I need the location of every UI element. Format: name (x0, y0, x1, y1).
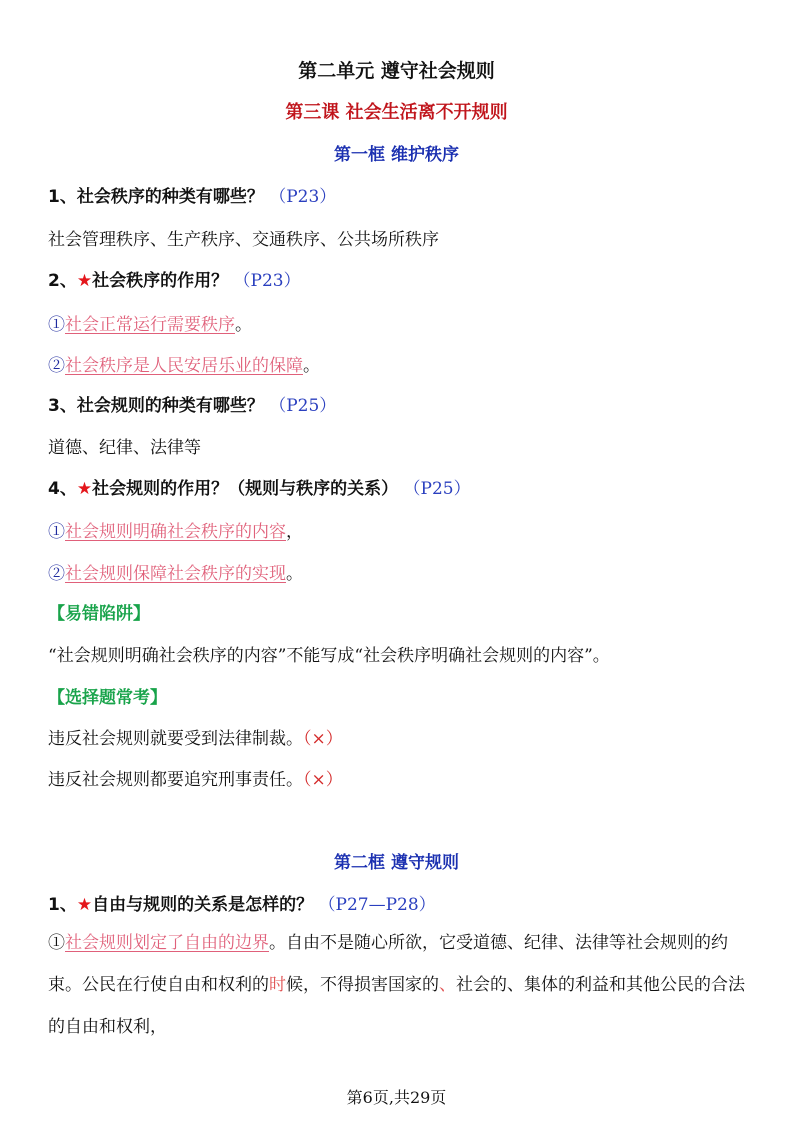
unit-title: 第二单元 遵守社会规则 (298, 60, 495, 82)
choice-statement: 违反社会规则都要追究刑事责任。 (48, 770, 303, 790)
answer-paragraph (48, 922, 748, 1048)
question-1 (48, 182, 336, 207)
lesson-title: 第三课 社会生活离不开规则 (285, 102, 508, 123)
star-icon: ★ (76, 479, 93, 499)
key-point-text: 社会秩序是人民安居乐业的保障 (65, 356, 303, 376)
choice-item (48, 765, 343, 790)
question-number: 1、 (48, 895, 77, 915)
paragraph-text: 候，不得损害国家的 (286, 975, 439, 995)
choice-statement: 违反社会规则就要受到法律制裁。 (48, 729, 303, 749)
punctuation: 。 (235, 315, 252, 335)
star-icon: ★ (76, 271, 93, 291)
question-4 (48, 474, 471, 499)
page-ref: （P27—P28） (318, 895, 436, 915)
key-point-text: 社会规则明确社会秩序的内容 (65, 522, 286, 542)
circled-number: ① (48, 933, 65, 953)
page-ref: （P23） (269, 187, 337, 207)
answer-text: 道德、纪律、法律等 (48, 438, 201, 458)
question-3 (48, 391, 336, 416)
highlighted-char: 时 (269, 975, 286, 995)
question-label: 3、社会规则的种类有哪些？ (48, 396, 264, 416)
question-label: 社会秩序的作用？ (92, 271, 229, 291)
circled-number: ① (48, 315, 65, 335)
answer-point-2 (48, 559, 303, 584)
wrong-mark: （×） (303, 729, 343, 749)
key-point-text: 社会规则保障社会秩序的实现 (65, 564, 286, 584)
question-number: 4、 (48, 479, 77, 499)
paragraph-text: 。自由不是随心所欲，它受道德、纪律、法律等社会规则的约束。公民在行使自由和权利的 (48, 933, 728, 995)
circled-number: ② (48, 564, 65, 584)
section1-title: 第一框 维护秩序 (334, 145, 459, 165)
key-point-text: 社会规则划定了自由的边界 (65, 933, 269, 953)
circled-number: ① (48, 522, 65, 542)
paragraph-text: 社会的、集体的利益和其他公民的合法的自由和权利， (48, 975, 745, 1037)
circled-number: ② (48, 356, 65, 376)
question-number: 2、 (48, 271, 77, 291)
question-label: 社会规则的作用？（规则与秩序的关系） (92, 479, 399, 499)
question-label: 1、社会秩序的种类有哪些？ (48, 187, 264, 207)
choice-label: 【选择题常考】 (48, 688, 167, 708)
answer-text: 社会管理秩序、生产秩序、交通秩序、公共场所秩序 (48, 230, 439, 250)
page-ref: （P25） (403, 479, 471, 499)
key-point-text: 社会正常运行需要秩序 (65, 315, 235, 335)
answer-point-2 (48, 351, 320, 376)
answer-point-1 (48, 310, 252, 335)
trap-text: “社会规则明确社会秩序的内容”不能写成“社会秩序明确社会规则的内容”。 (48, 646, 610, 666)
punctuation: 。 (303, 356, 320, 376)
star-icon: ★ (76, 895, 93, 915)
wrong-mark: （×） (303, 770, 343, 790)
choice-item (48, 724, 343, 749)
punctuation: ， (286, 522, 303, 542)
highlighted-char: 、 (439, 975, 456, 995)
question-2 (48, 266, 301, 291)
page-footer: 第6页,共29页 (346, 1088, 447, 1107)
page-ref: （P25） (269, 396, 337, 416)
punctuation: 。 (286, 564, 303, 584)
section2-title: 第二框 遵守规则 (334, 853, 459, 873)
trap-label: 【易错陷阱】 (48, 604, 150, 624)
question-1 (48, 890, 436, 915)
page-ref: （P23） (233, 271, 301, 291)
question-label: 自由与规则的关系是怎样的？ (92, 895, 314, 915)
answer-point-1 (48, 517, 303, 542)
